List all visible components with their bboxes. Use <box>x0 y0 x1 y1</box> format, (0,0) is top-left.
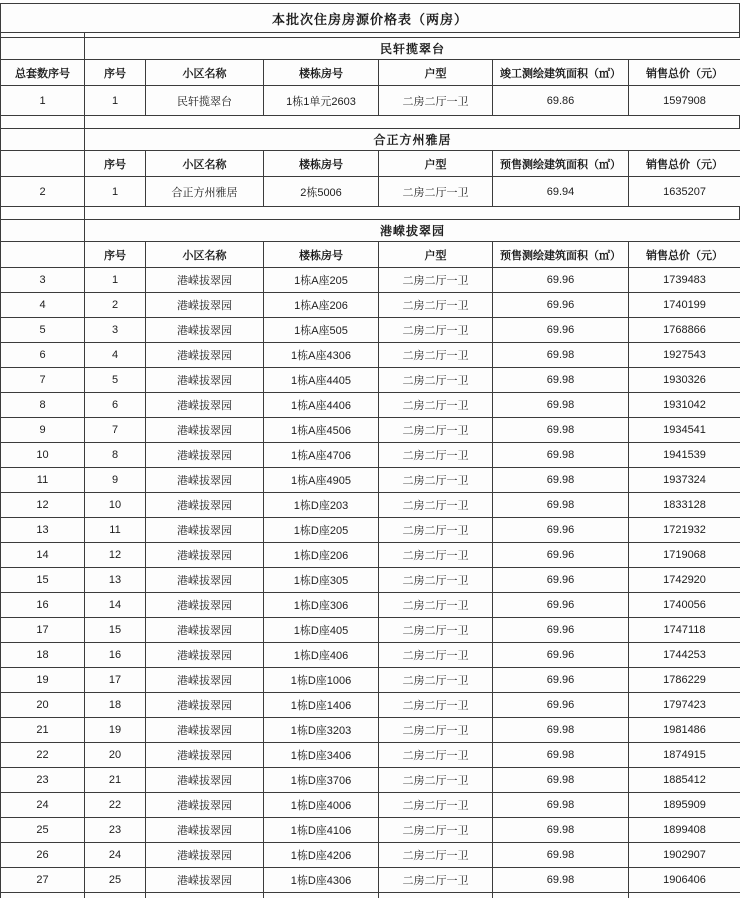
cell: 港嵘拔翠园 <box>146 643 264 668</box>
title-section-gap <box>0 33 740 37</box>
cell: 港嵘拔翠园 <box>146 768 264 793</box>
cell: 1栋A座4506 <box>264 418 379 443</box>
page-title: 本批次住房房源价格表（两房） <box>0 3 740 33</box>
cell: 二房二厅一卫 <box>379 393 493 418</box>
cell: 7 <box>1 368 85 393</box>
cell: 港嵘拔翠园 <box>146 868 264 893</box>
cell: 69.98 <box>493 743 629 768</box>
cell: 14 <box>1 543 85 568</box>
cell: 14 <box>85 593 146 618</box>
cell: 20 <box>85 743 146 768</box>
cell: 港嵘拔翠园 <box>146 268 264 293</box>
cell: 二房二厅一卫 <box>379 268 493 293</box>
cell: 1721932 <box>629 518 740 543</box>
column-header: 序号 <box>85 151 146 177</box>
column-header: 销售总价（元） <box>629 151 740 177</box>
cell: 1833128 <box>629 493 740 518</box>
cell: 二房二厅一卫 <box>379 518 493 543</box>
cell: 4 <box>85 343 146 368</box>
cell: 1 <box>85 86 146 116</box>
cell: 1栋D座205 <box>264 518 379 543</box>
cell: 二房二厅一卫 <box>379 343 493 368</box>
cell: 二房二厅一卫 <box>379 468 493 493</box>
table-row <box>1 493 740 518</box>
cell: 20 <box>1 693 85 718</box>
cell: 69.98 <box>493 368 629 393</box>
column-header: 户型 <box>379 60 493 86</box>
cell: 69.98 <box>493 793 629 818</box>
cell: 1栋D座305 <box>264 568 379 593</box>
cell: 69.94 <box>493 177 629 207</box>
column-header: 楼栋房号 <box>264 242 379 268</box>
table-row <box>1 743 740 768</box>
cell: 6 <box>1 343 85 368</box>
cell: 1栋D座1006 <box>264 668 379 693</box>
cell: 13 <box>1 518 85 543</box>
table-row <box>1 593 740 618</box>
cell: 69.96 <box>493 643 629 668</box>
cell: 1739483 <box>629 268 740 293</box>
cell: 1797423 <box>629 693 740 718</box>
cell: 1 <box>1 86 85 116</box>
cell: 1栋D座405 <box>264 618 379 643</box>
cell: 港嵘拔翠园 <box>146 543 264 568</box>
cell: 二房二厅一卫 <box>379 493 493 518</box>
cell: 69.98 <box>493 768 629 793</box>
cell: 2栋5006 <box>264 177 379 207</box>
table-row <box>1 418 740 443</box>
cell: 1740056 <box>629 593 740 618</box>
cell: 民轩揽翠台 <box>146 86 264 116</box>
section-table <box>0 219 740 898</box>
cell: 1栋A座4405 <box>264 368 379 393</box>
cell: 1栋1单元2603 <box>264 86 379 116</box>
cell: 二房二厅一卫 <box>379 368 493 393</box>
cell: 69.98 <box>493 393 629 418</box>
cell <box>379 893 493 898</box>
cell: 1719068 <box>629 543 740 568</box>
cell: 1902907 <box>629 843 740 868</box>
band-blank-cell <box>1 38 85 60</box>
table-row <box>1 368 740 393</box>
table-row <box>1 843 740 868</box>
cell: 26 <box>1 843 85 868</box>
cell: 二房二厅一卫 <box>379 418 493 443</box>
cell: 港嵘拔翠园 <box>146 743 264 768</box>
cell: 二房二厅一卫 <box>379 593 493 618</box>
cell: 22 <box>85 793 146 818</box>
cell: 23 <box>1 768 85 793</box>
cell: 9 <box>1 418 85 443</box>
table-row <box>1 318 740 343</box>
cell: 港嵘拔翠园 <box>146 443 264 468</box>
cell: 69.96 <box>493 543 629 568</box>
table-row <box>1 393 740 418</box>
cell: 二房二厅一卫 <box>379 793 493 818</box>
cell: 1栋D座4006 <box>264 793 379 818</box>
cell: 二房二厅一卫 <box>379 177 493 207</box>
empty-row <box>1 893 740 898</box>
cell: 二房二厅一卫 <box>379 693 493 718</box>
cell: 1927543 <box>629 343 740 368</box>
cell: 27 <box>1 868 85 893</box>
cell: 港嵘拔翠园 <box>146 793 264 818</box>
column-header: 总套数序号 <box>1 60 85 86</box>
cell: 1941539 <box>629 443 740 468</box>
cell: 1栋D座1406 <box>264 693 379 718</box>
cell: 69.98 <box>493 718 629 743</box>
cell: 1栋D座306 <box>264 593 379 618</box>
cell: 二房二厅一卫 <box>379 818 493 843</box>
section-band-row <box>1 129 740 151</box>
cell: 12 <box>85 543 146 568</box>
cell: 69.98 <box>493 818 629 843</box>
section-title: 民轩揽翠台 <box>85 38 740 60</box>
cell: 22 <box>1 743 85 768</box>
cell: 25 <box>1 818 85 843</box>
table-row <box>1 343 740 368</box>
cell: 二房二厅一卫 <box>379 443 493 468</box>
cell: 二房二厅一卫 <box>379 718 493 743</box>
cell: 1597908 <box>629 86 740 116</box>
column-header: 楼栋房号 <box>264 60 379 86</box>
cell: 1934541 <box>629 418 740 443</box>
cell: 69.98 <box>493 868 629 893</box>
cell: 1899408 <box>629 818 740 843</box>
cell: 69.98 <box>493 493 629 518</box>
section-band-row <box>1 220 740 242</box>
cell: 17 <box>85 668 146 693</box>
cell: 二房二厅一卫 <box>379 568 493 593</box>
cell: 港嵘拔翠园 <box>146 468 264 493</box>
cell: 港嵘拔翠园 <box>146 618 264 643</box>
cell: 15 <box>1 568 85 593</box>
cell: 69.98 <box>493 468 629 493</box>
cell: 1 <box>85 268 146 293</box>
cell: 港嵘拔翠园 <box>146 343 264 368</box>
cell: 1930326 <box>629 368 740 393</box>
cell: 1906406 <box>629 868 740 893</box>
cell: 5 <box>85 368 146 393</box>
cell <box>146 893 264 898</box>
table-row <box>1 468 740 493</box>
cell: 1981486 <box>629 718 740 743</box>
cell: 7 <box>85 418 146 443</box>
cell: 1栋A座206 <box>264 293 379 318</box>
cell <box>264 893 379 898</box>
cell: 69.96 <box>493 593 629 618</box>
cell: 二房二厅一卫 <box>379 543 493 568</box>
cell: 69.96 <box>493 518 629 543</box>
column-header: 预售测绘建筑面积（㎡） <box>493 151 629 177</box>
cell: 16 <box>1 593 85 618</box>
column-header: 预售测绘建筑面积（㎡） <box>493 242 629 268</box>
cell: 16 <box>85 643 146 668</box>
cell: 21 <box>1 718 85 743</box>
column-header: 小区名称 <box>146 151 264 177</box>
section-title: 港嵘拔翠园 <box>85 220 740 242</box>
cell: 1栋D座406 <box>264 643 379 668</box>
table-row <box>1 818 740 843</box>
cell: 二房二厅一卫 <box>379 768 493 793</box>
column-header: 小区名称 <box>146 60 264 86</box>
table-row <box>1 618 740 643</box>
cell: 港嵘拔翠园 <box>146 393 264 418</box>
column-header <box>1 151 85 177</box>
cell: 69.96 <box>493 693 629 718</box>
column-header: 楼栋房号 <box>264 151 379 177</box>
cell: 69.96 <box>493 618 629 643</box>
cell: 11 <box>85 518 146 543</box>
table-row <box>1 443 740 468</box>
cell: 二房二厅一卫 <box>379 668 493 693</box>
sections-container <box>0 37 740 898</box>
cell: 69.96 <box>493 318 629 343</box>
cell: 1栋D座4106 <box>264 818 379 843</box>
header-row <box>1 60 740 86</box>
cell: 二房二厅一卫 <box>379 868 493 893</box>
cell: 69.96 <box>493 568 629 593</box>
cell <box>1 893 85 898</box>
cell: 3 <box>1 268 85 293</box>
column-header: 竣工测绘建筑面积（㎡） <box>493 60 629 86</box>
cell: 2 <box>85 293 146 318</box>
cell: 2 <box>1 177 85 207</box>
cell: 21 <box>85 768 146 793</box>
header-row <box>1 151 740 177</box>
section-spacer <box>0 116 740 128</box>
cell: 10 <box>1 443 85 468</box>
cell: 港嵘拔翠园 <box>146 843 264 868</box>
table-row <box>1 768 740 793</box>
table-row <box>1 793 740 818</box>
cell: 1744253 <box>629 643 740 668</box>
cell: 1栋A座4905 <box>264 468 379 493</box>
cell: 69.98 <box>493 843 629 868</box>
table-row <box>1 543 740 568</box>
table-row <box>1 868 740 893</box>
cell: 二房二厅一卫 <box>379 643 493 668</box>
cell: 1栋A座205 <box>264 268 379 293</box>
section-band-row <box>1 38 740 60</box>
cell: 19 <box>85 718 146 743</box>
column-header: 序号 <box>85 60 146 86</box>
cell: 港嵘拔翠园 <box>146 518 264 543</box>
cell: 13 <box>85 568 146 593</box>
cell: 1栋D座203 <box>264 493 379 518</box>
cell: 1740199 <box>629 293 740 318</box>
cell: 19 <box>1 668 85 693</box>
column-header: 销售总价（元） <box>629 60 740 86</box>
cell <box>493 893 629 898</box>
cell: 港嵘拔翠园 <box>146 818 264 843</box>
cell: 1895909 <box>629 793 740 818</box>
cell: 港嵘拔翠园 <box>146 318 264 343</box>
cell: 1栋A座4306 <box>264 343 379 368</box>
cell: 港嵘拔翠园 <box>146 568 264 593</box>
cell: 9 <box>85 468 146 493</box>
table-row <box>1 268 740 293</box>
cell: 24 <box>1 793 85 818</box>
table-row <box>1 86 740 116</box>
cell: 1栋D座3203 <box>264 718 379 743</box>
cell: 港嵘拔翠园 <box>146 418 264 443</box>
cell: 二房二厅一卫 <box>379 618 493 643</box>
cell: 港嵘拔翠园 <box>146 293 264 318</box>
cell: 1栋D座4306 <box>264 868 379 893</box>
cell: 69.86 <box>493 86 629 116</box>
cell: 1栋A座4706 <box>264 443 379 468</box>
table-row <box>1 518 740 543</box>
cell: 1 <box>85 177 146 207</box>
cell: 1635207 <box>629 177 740 207</box>
column-header: 销售总价（元） <box>629 242 740 268</box>
cell: 24 <box>85 843 146 868</box>
cell: 3 <box>85 318 146 343</box>
cell: 港嵘拔翠园 <box>146 593 264 618</box>
cell: 69.96 <box>493 268 629 293</box>
cell: 二房二厅一卫 <box>379 743 493 768</box>
section-body <box>1 86 740 116</box>
cell: 1747118 <box>629 618 740 643</box>
cell: 12 <box>1 493 85 518</box>
cell: 1768866 <box>629 318 740 343</box>
cell: 25 <box>85 868 146 893</box>
cell: 1栋A座505 <box>264 318 379 343</box>
cell: 18 <box>85 693 146 718</box>
column-header: 小区名称 <box>146 242 264 268</box>
section-table <box>0 37 740 116</box>
table-row <box>1 668 740 693</box>
cell: 二房二厅一卫 <box>379 86 493 116</box>
cell: 8 <box>85 443 146 468</box>
table-row <box>1 568 740 593</box>
cell: 8 <box>1 393 85 418</box>
cell: 69.96 <box>493 668 629 693</box>
cell: 1栋D座4206 <box>264 843 379 868</box>
cell: 18 <box>1 643 85 668</box>
cell: 二房二厅一卫 <box>379 318 493 343</box>
cell: 69.98 <box>493 418 629 443</box>
header-row <box>1 242 740 268</box>
cell <box>85 893 146 898</box>
cell <box>629 893 740 898</box>
section-body <box>1 177 740 207</box>
cell: 17 <box>1 618 85 643</box>
cell: 1栋D座206 <box>264 543 379 568</box>
cell: 4 <box>1 293 85 318</box>
cell: 1栋D座3706 <box>264 768 379 793</box>
section-title: 合正方州雅居 <box>85 129 740 151</box>
cell: 23 <box>85 818 146 843</box>
band-blank-cell <box>1 220 85 242</box>
section-body <box>1 268 740 898</box>
table-row <box>1 643 740 668</box>
cell: 10 <box>85 493 146 518</box>
cell: 港嵘拔翠园 <box>146 493 264 518</box>
section-spacer <box>0 207 740 219</box>
cell: 1931042 <box>629 393 740 418</box>
cell: 1栋D座3406 <box>264 743 379 768</box>
cell: 二房二厅一卫 <box>379 293 493 318</box>
cell: 69.98 <box>493 443 629 468</box>
table-row <box>1 177 740 207</box>
cell: 1885412 <box>629 768 740 793</box>
cell: 1937324 <box>629 468 740 493</box>
table-row <box>1 693 740 718</box>
cell: 69.98 <box>493 343 629 368</box>
cell: 港嵘拔翠园 <box>146 368 264 393</box>
cell: 15 <box>85 618 146 643</box>
column-header: 户型 <box>379 242 493 268</box>
cell: 1874915 <box>629 743 740 768</box>
cell: 合正方州雅居 <box>146 177 264 207</box>
cell: 二房二厅一卫 <box>379 843 493 868</box>
cell: 港嵘拔翠园 <box>146 693 264 718</box>
cell: 港嵘拔翠园 <box>146 668 264 693</box>
cell: 5 <box>1 318 85 343</box>
table-row <box>1 293 740 318</box>
cell: 1742920 <box>629 568 740 593</box>
table-row <box>1 718 740 743</box>
cell: 港嵘拔翠园 <box>146 718 264 743</box>
band-blank-cell <box>1 129 85 151</box>
cell: 11 <box>1 468 85 493</box>
cell: 1栋A座4406 <box>264 393 379 418</box>
section-table <box>0 128 740 207</box>
column-header <box>1 242 85 268</box>
column-header: 序号 <box>85 242 146 268</box>
column-header: 户型 <box>379 151 493 177</box>
cell: 6 <box>85 393 146 418</box>
cell: 69.96 <box>493 293 629 318</box>
cell: 1786229 <box>629 668 740 693</box>
